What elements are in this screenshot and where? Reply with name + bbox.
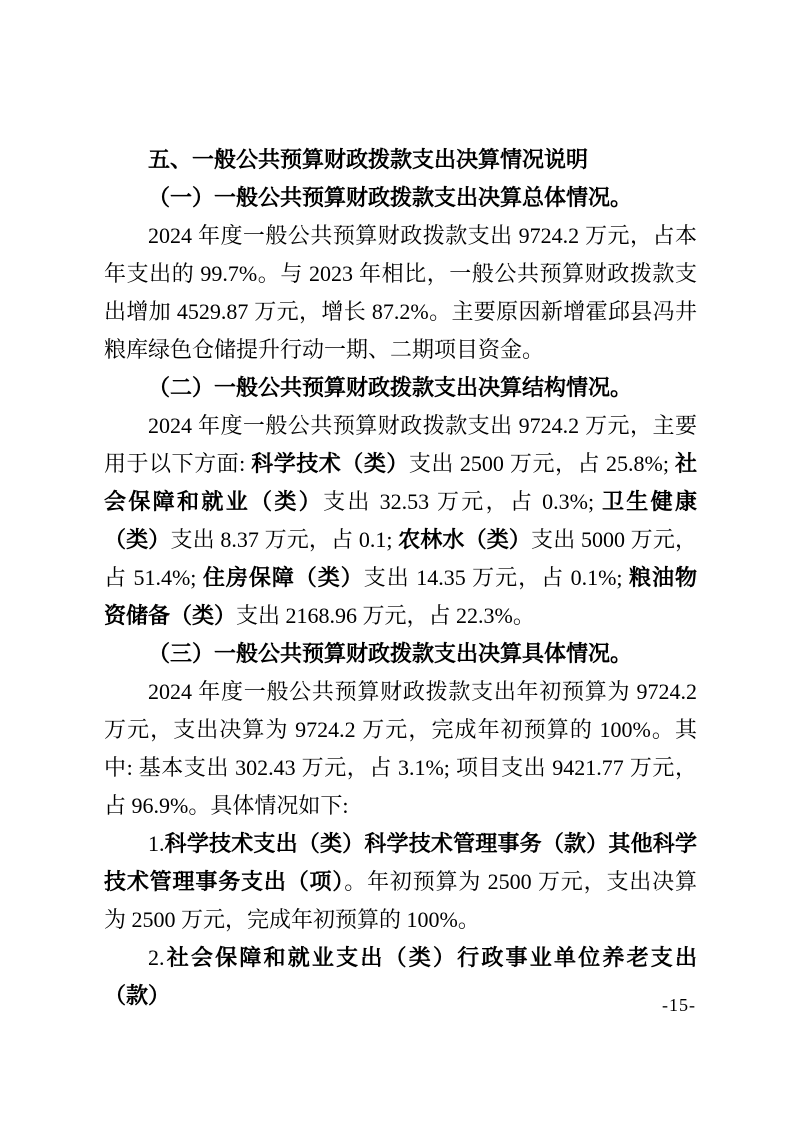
list-item-1 bbox=[104, 825, 697, 939]
section-heading-2 bbox=[104, 369, 697, 407]
paragraph-detail-intro bbox=[104, 673, 697, 825]
category-health: 卫生健康（类） bbox=[104, 489, 697, 552]
text-run: 支出 14.35 万元，占 0.1%; bbox=[363, 565, 630, 590]
heading-text: （二）一般公共预算财政拨款支出决算结构情况。 bbox=[148, 375, 633, 400]
category-grain-reserves: 粮油物资储备（类） bbox=[104, 565, 697, 628]
category-housing: 住房保障（类） bbox=[202, 565, 364, 590]
page-number: -15- bbox=[662, 995, 696, 1015]
category-social-security: 社会保障和就业（类） bbox=[104, 451, 697, 514]
list-number: 2. bbox=[148, 945, 165, 970]
document-body bbox=[104, 141, 697, 1015]
category-agriculture-water: 农林水（类） bbox=[398, 527, 532, 552]
list-number: 1. bbox=[148, 831, 165, 856]
paragraph-overall bbox=[104, 217, 697, 369]
text-run: 。年初预算为 2500 万元，支出决算为 2500 万元，完成年初预算的 100%。 bbox=[104, 869, 697, 932]
heading-text: （一）一般公共预算财政拨款支出决算总体情况。 bbox=[148, 185, 633, 210]
list-item-2 bbox=[104, 939, 697, 1015]
text-run: 支出 5000 万元，占 51.4%; bbox=[104, 527, 697, 590]
text-run: 支出 8.37 万元，占 0.1; bbox=[170, 527, 399, 552]
item-title: 社会保障和就业支出（类）行政事业单位养老支出（款） bbox=[104, 945, 697, 1008]
item-title: 科学技术支出（类）科学技术管理事务（款）其他科学技术管理事务支出（项） bbox=[104, 831, 697, 894]
text-run: 支出 2168.96 万元，占 22.3%。 bbox=[236, 603, 535, 628]
section-heading-3 bbox=[104, 635, 697, 673]
text-run: 2024 年度一般公共预算财政拨款支出 9724.2 万元，占本年支出的 99.7%。与 2023 年相比，一般公共预算财政拨款支出增加 4529.87 万元，增长 87.2%。主要原因新增霍邱县冯井粮库绿色仓储提升行动一期、二期项目资金。 bbox=[104, 223, 697, 362]
text-run: 支出 2500 万元，占 25.8%; bbox=[408, 451, 675, 476]
text-run: 2024 年度一般公共预算财政拨款支出 9724.2 万元，主要用于以下方面: bbox=[104, 413, 697, 476]
text-run: 支出 32.53 万元，占 0.3%; bbox=[323, 489, 602, 514]
section-heading-1 bbox=[104, 179, 697, 217]
heading-text: 五、一般公共预算财政拨款支出决算情况说明 bbox=[148, 147, 589, 172]
heading-text: （三）一般公共预算财政拨款支出决算具体情况。 bbox=[148, 641, 633, 666]
section-heading-main bbox=[104, 141, 697, 179]
category-science-tech: 科学技术（类） bbox=[251, 451, 409, 476]
text-run: 2024 年度一般公共预算财政拨款支出年初预算为 9724.2 万元，支出决算为 9724.2 万元，完成年初预算的 100%。其中: 基本支出 302.43 万元，占 3.1%; 项目支出 9421.77 万元，占 96.9%。具体情况如下: bbox=[104, 679, 697, 818]
paragraph-structure bbox=[104, 407, 697, 635]
